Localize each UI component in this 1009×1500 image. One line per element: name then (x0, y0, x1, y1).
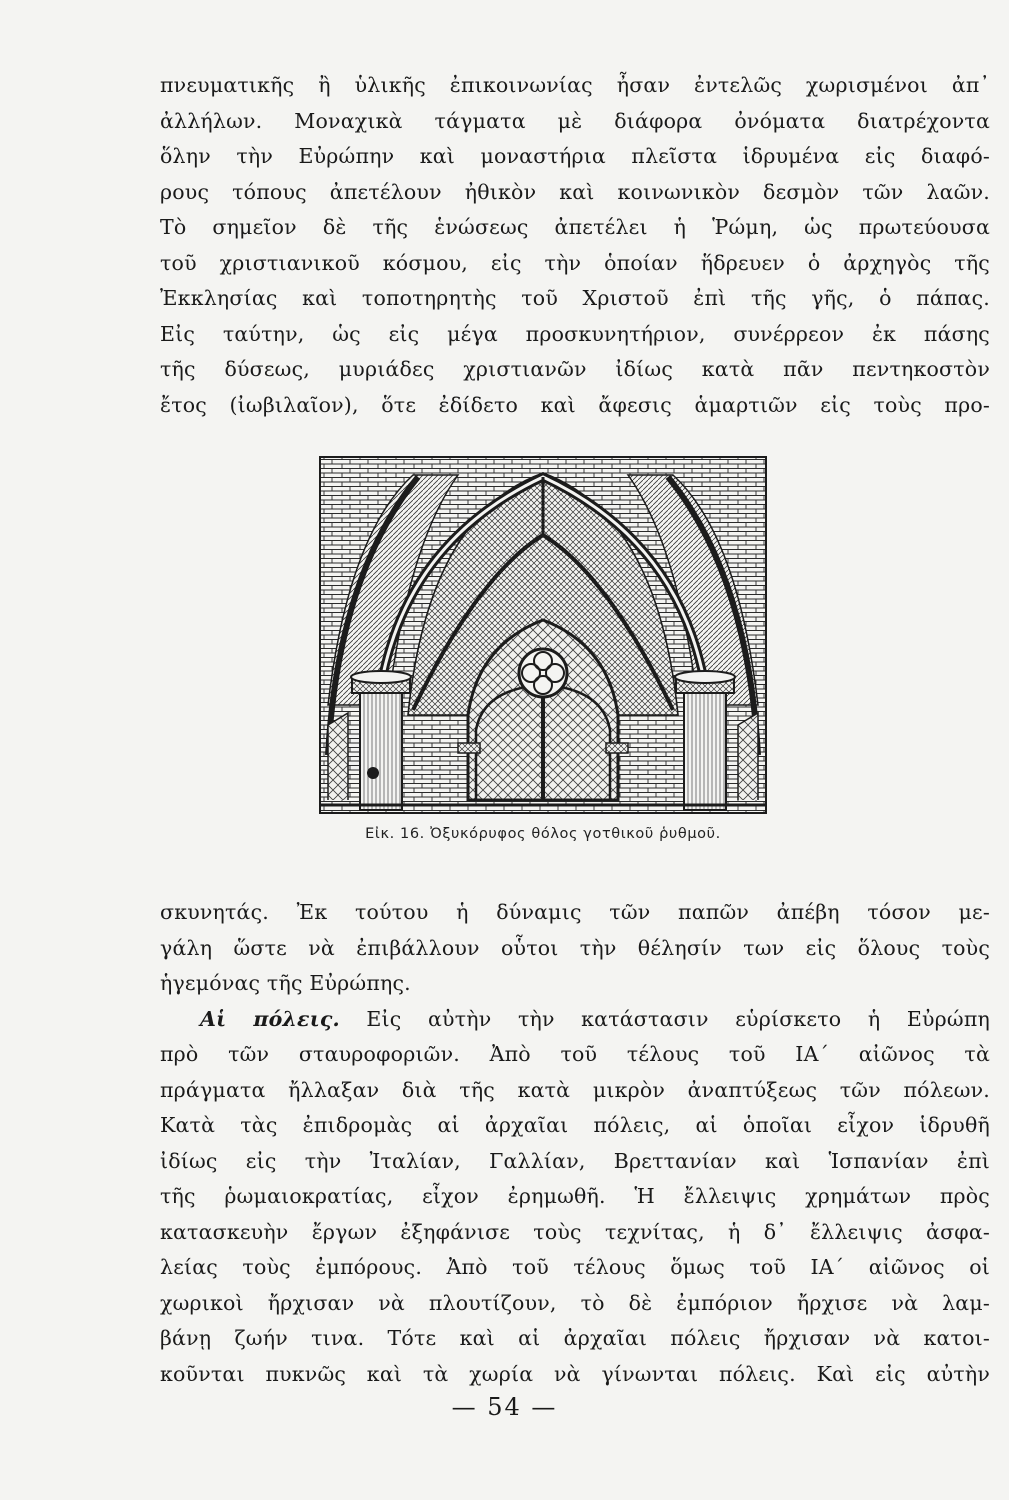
text-line: τῆς δύσεως, μυριάδες χριστιανῶν ἰδίως κατὰ πᾶν πεντηκοστὸν (160, 357, 990, 381)
text-line: πράγματα ἤλλαξαν διὰ τῆς κατὰ μικρὸν ἀναπτύξεως τῶν πόλεων. (160, 1077, 990, 1102)
text-line: τοῦ χριστιανικοῦ κόσμου, εἰς τὴν ὁποίαν ἥδρευεν ὁ ἀρχηγὸς τῆς (160, 250, 990, 275)
text-line: βάνῃ ζωήν τινα. Τότε καὶ αἱ ἀρχαῖαι πόλεις ἤρχισαν νὰ κατοι- (160, 1326, 990, 1350)
section-first-line-rest: Εἰς αὐτὴν τὴν κατάστασιν εὑρίσκετο ἡ Εὐρώπη (366, 1006, 991, 1031)
text-line: κοῦνται πυκνῶς καὶ τὰ χωρία νὰ γίνωνται πόλεις. Καὶ εἰς αὐτὴν (160, 1361, 990, 1386)
text-line: πνευματικῆς ἢ ὑλικῆς ἐπικοινωνίας ἦσαν ἐντελῶς χωρισμένοι ἀπ᾽ (160, 73, 990, 97)
text-line: χωρικοὶ ἤρχισαν νὰ πλουτίζουν, τὸ δὲ ἐμπόριον ἤρχισε νὰ λαμ- (160, 1290, 990, 1315)
text-line: πρὸ τῶν σταυροφοριῶν. Ἀπὸ τοῦ τέλους τοῦ ΙΑ´ αἰῶνος τὰ (160, 1042, 990, 1066)
text-line: Εἰς ταύτην, ὡς εἰς μέγα προσκυνητήριον, συνέρρεον ἐκ πάσης (160, 321, 990, 346)
paragraph-bottom (160, 895, 990, 1392)
text-line: ὅλην τὴν Εὐρώπην καὶ μοναστήρια πλεῖστα ἱδρυμένα εἰς διαφό- (160, 144, 990, 168)
section-first-line (160, 1002, 990, 1038)
text-line: ἔτος (ἰωβιλαῖον), ὅτε ἐδίδετο καὶ ἄφεσις ἁμαρτιῶν εἰς τοὺς προ- (160, 392, 990, 417)
text-line: ἀλλήλων. Μοναχικὰ τάγματα μὲ διάφορα ὀνόματα διατρέχοντα (160, 108, 990, 133)
text-line: σκυνητάς. Ἐκ τούτου ἡ δύναμις τῶν παπῶν ἀπέβη τόσον με- (160, 900, 990, 924)
text-line: λείας τοὺς ἐμπόρους. Ἀπὸ τοῦ τέλους ὅμως τοῦ ΙΑ´ αἰῶνος οἱ (160, 1255, 990, 1279)
text-line: ρους τόπους ἀπετέλουν ἠθικὸν καὶ κοινωνικὸν δεσμὸν τῶν λαῶν. (160, 179, 990, 204)
text-line: ἡγεμόνας τῆς Εὐρώπης. (160, 971, 411, 995)
text-line: Ἐκκλησίας καὶ τοποτηρητὴς τοῦ Χριστοῦ ἐπὶ τῆς γῆς, ὁ πάπας. (160, 286, 990, 310)
gothic-vault-illustration (318, 455, 768, 815)
text-line: κατασκευὴν ἔργων ἐξηφάνισε τοὺς τεχνίτας, ἡ δ᾽ ἔλλειψις ἀσφα- (160, 1219, 990, 1244)
text-line: Τὸ σημεῖον δὲ τῆς ἑνώσεως ἀπετέλει ἡ Ῥώμη, ὡς πρωτεύουσα (160, 215, 990, 239)
text-line: ἰδίως εἰς τὴν Ἰταλίαν, Γαλλίαν, Βρεττανίαν καὶ Ἱσπανίαν ἐπὶ (160, 1148, 990, 1173)
page-number: — 54 — (451, 1393, 558, 1421)
text-line: τῆς ῥωμαιοκρατίας, εἶχον ἐρημωθῆ. Ἡ ἔλλειψις χρημάτων πρὸς (160, 1184, 990, 1208)
text-line: γάλη ὥστε νὰ ἐπιβάλλουν οὗτοι τὴν θέλησίν των εἰς ὅλους τοὺς (160, 935, 990, 960)
figure-caption: Εἰκ. 16. Ὀξυκόρυφος θόλος γοτθικοῦ ῥυθμοῦ. (365, 826, 721, 842)
section-heading: Αἱ πόλεις. (200, 1006, 340, 1031)
paragraph-top (160, 68, 990, 423)
text-line: Κατὰ τὰς ἐπιδρομὰς αἱ ἀρχαῖαι πόλεις, αἱ ὁποῖαι εἶχον ἱδρυθῆ (160, 1113, 990, 1137)
